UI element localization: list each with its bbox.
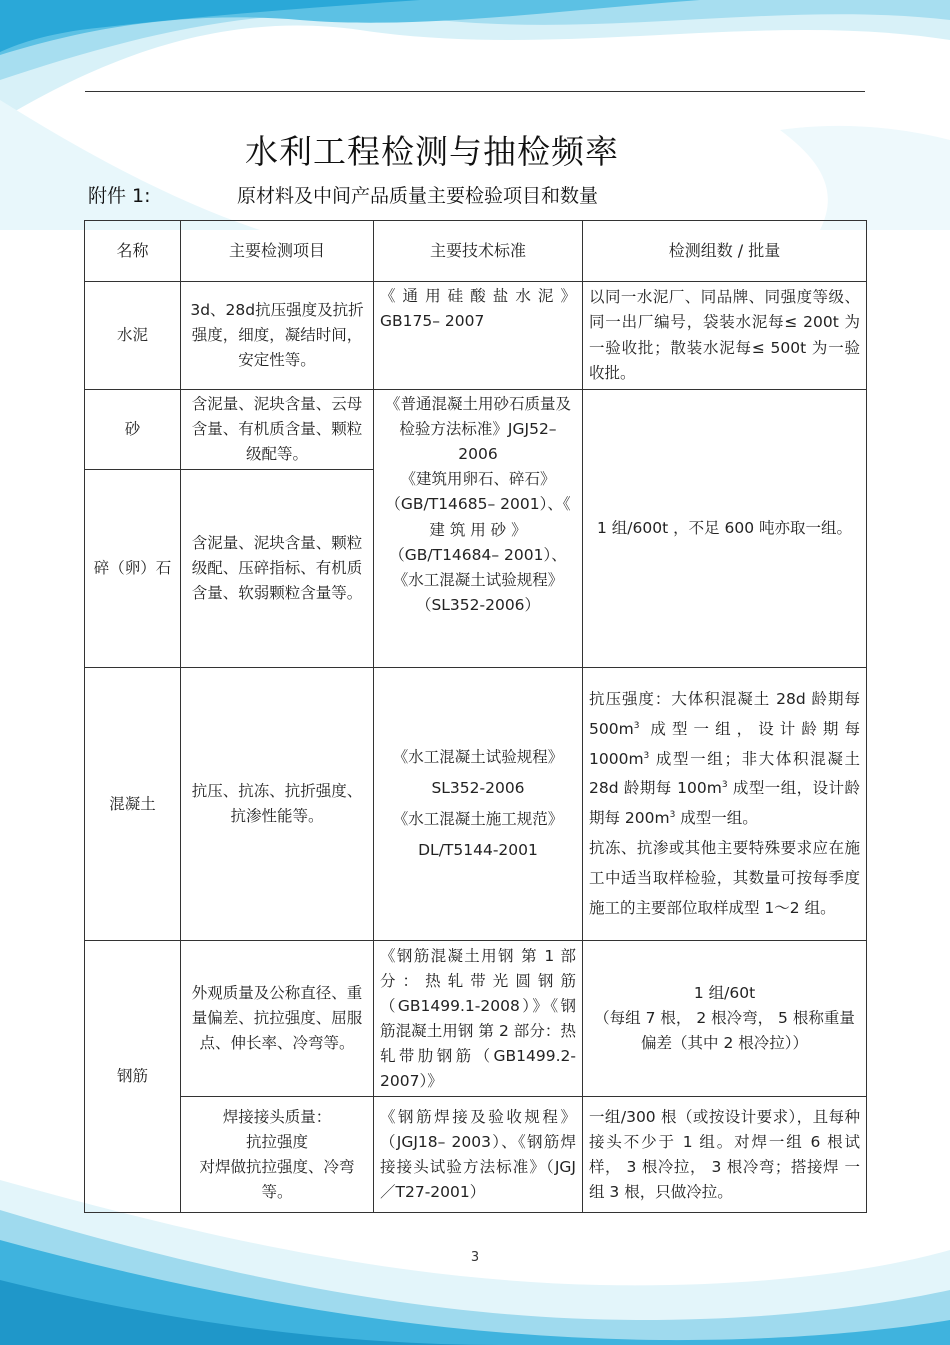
weld-items: 焊接接头质量： 抗拉强度 对焊做抗拉强度、冷弯等。 [181, 1097, 374, 1213]
gravel-name: 碎（卵）石 [85, 470, 181, 668]
table-row-sand [85, 390, 867, 470]
header-standards: 主要技术标准 [374, 221, 583, 282]
header-name: 名称 [85, 221, 181, 282]
sand-items: 含泥量、泥块含量、云母含量、有机质含量、颗粒级配等。 [181, 390, 374, 470]
inspection-table [84, 220, 867, 1213]
document-title: 水利工程检测与抽检频率 [245, 132, 619, 171]
page-number: 3 [470, 1250, 480, 1265]
cement-name: 水泥 [85, 282, 181, 390]
concrete-items: 抗压、抗冻、抗折强度、抗渗性能等。 [181, 668, 374, 941]
aggregate-standard: 《普通混凝土用砂石质量及检验方法标准》JGJ52– 2006 《建筑用卵石、碎石》（GB/T14685– 2001）、《 建 筑 用 砂 》（GB/T14684– 2001）、《水工混凝土试验规程》（SL352-2006） [374, 390, 583, 668]
concrete-quantity-special: 抗冻、抗渗或其他主要特殊要求应在施工中适当取样检验，其数量可按每季度施工的主要部位取样成型 1～2 组。 [589, 839, 860, 918]
attachment-label: 附件 1: [88, 185, 151, 207]
gravel-items: 含泥量、泥块含量、颗粒级配、压碎指标、有机质含量、软弱颗粒含量等。 [181, 470, 374, 668]
document-subtitle: 原材料及中间产品质量主要检验项目和数量 [237, 185, 599, 207]
concrete-quantity-part-3: 成型一组；非大体积混凝土 28d 龄期每 100m [589, 749, 860, 798]
rebar-items: 外观质量及公称直径、重量偏差、抗拉强度、屈服点、伸长率、冷弯等。 [181, 941, 374, 1097]
cement-items: 3d、28d抗压强度及抗折强度，细度，凝结时间，安定性等。 [181, 282, 374, 390]
header-quantity: 检测组数 / 批量 [583, 221, 867, 282]
sand-name: 砂 [85, 390, 181, 470]
concrete-quantity-part-1: 抗压强度：大体积混凝土 28d 龄期每 500m [589, 689, 860, 738]
concrete-quantity-part-2: 成型一组，设计龄期每 1000m [589, 719, 860, 768]
cubic-mark: 3 [643, 750, 650, 761]
cubic-mark: 3 [721, 780, 728, 791]
header-test-items: 主要检测项目 [181, 221, 374, 282]
cubic-mark: 3 [633, 720, 640, 731]
concrete-quantity-part-5: 成型一组。 [675, 809, 758, 828]
concrete-standard: 《水工混凝土试验规程》SL352-2006 《水工混凝土施工规范》DL/T5144-2001 [374, 668, 583, 941]
cement-quantity: 以同一水泥厂、同品牌、同强度等级、同一出厂编号，袋装水泥每≤ 200t 为一验收批；散装水泥每≤ 500t 为一验收批。 [583, 282, 867, 390]
rebar-name: 钢筋 [85, 941, 181, 1213]
table-row-rebar [85, 941, 867, 1097]
table-header-row [85, 221, 867, 282]
weld-standard: 《钢筋焊接及验收规程》（JGJ18– 2003）、《钢筋焊接接头试验方法标准》（JGJ／T27-2001） [374, 1097, 583, 1213]
table-row-cement [85, 282, 867, 390]
concrete-name: 混凝土 [85, 668, 181, 941]
cement-standard: 《通用硅酸盐水泥》GB175– 2007 [374, 282, 583, 390]
concrete-quantity-part-4: 成型一组，设计龄期每 200m [589, 779, 860, 828]
concrete-quantity [583, 668, 867, 941]
rebar-quantity: 1 组/60t （每组 7 根， 2 根冷弯， 5 根称重量偏差（其中 2 根冷拉）） [583, 941, 867, 1097]
cubic-mark: 3 [669, 810, 676, 821]
table-row-concrete [85, 668, 867, 941]
weld-quantity: 一组/300 根（或按设计要求），且每种接头不少于 1 组。对焊一组 6 根试样， 3 根冷拉， 3 根冷弯；搭接焊 一组 3 根，只做冷拉。 [583, 1097, 867, 1213]
aggregate-quantity: 1 组/600t ，不足 600 吨亦取一组。 [583, 390, 867, 668]
table-row-weld [85, 1097, 867, 1213]
header-rule [85, 91, 865, 92]
rebar-standard: 《钢筋混凝土用钢 第 1 部分：热轧带光圆钢筋（GB1499.1-2008）》《钢筋混凝土用钢 第 2 部分：热轧带肋钢筋（GB1499.2-2007）》 [374, 941, 583, 1097]
